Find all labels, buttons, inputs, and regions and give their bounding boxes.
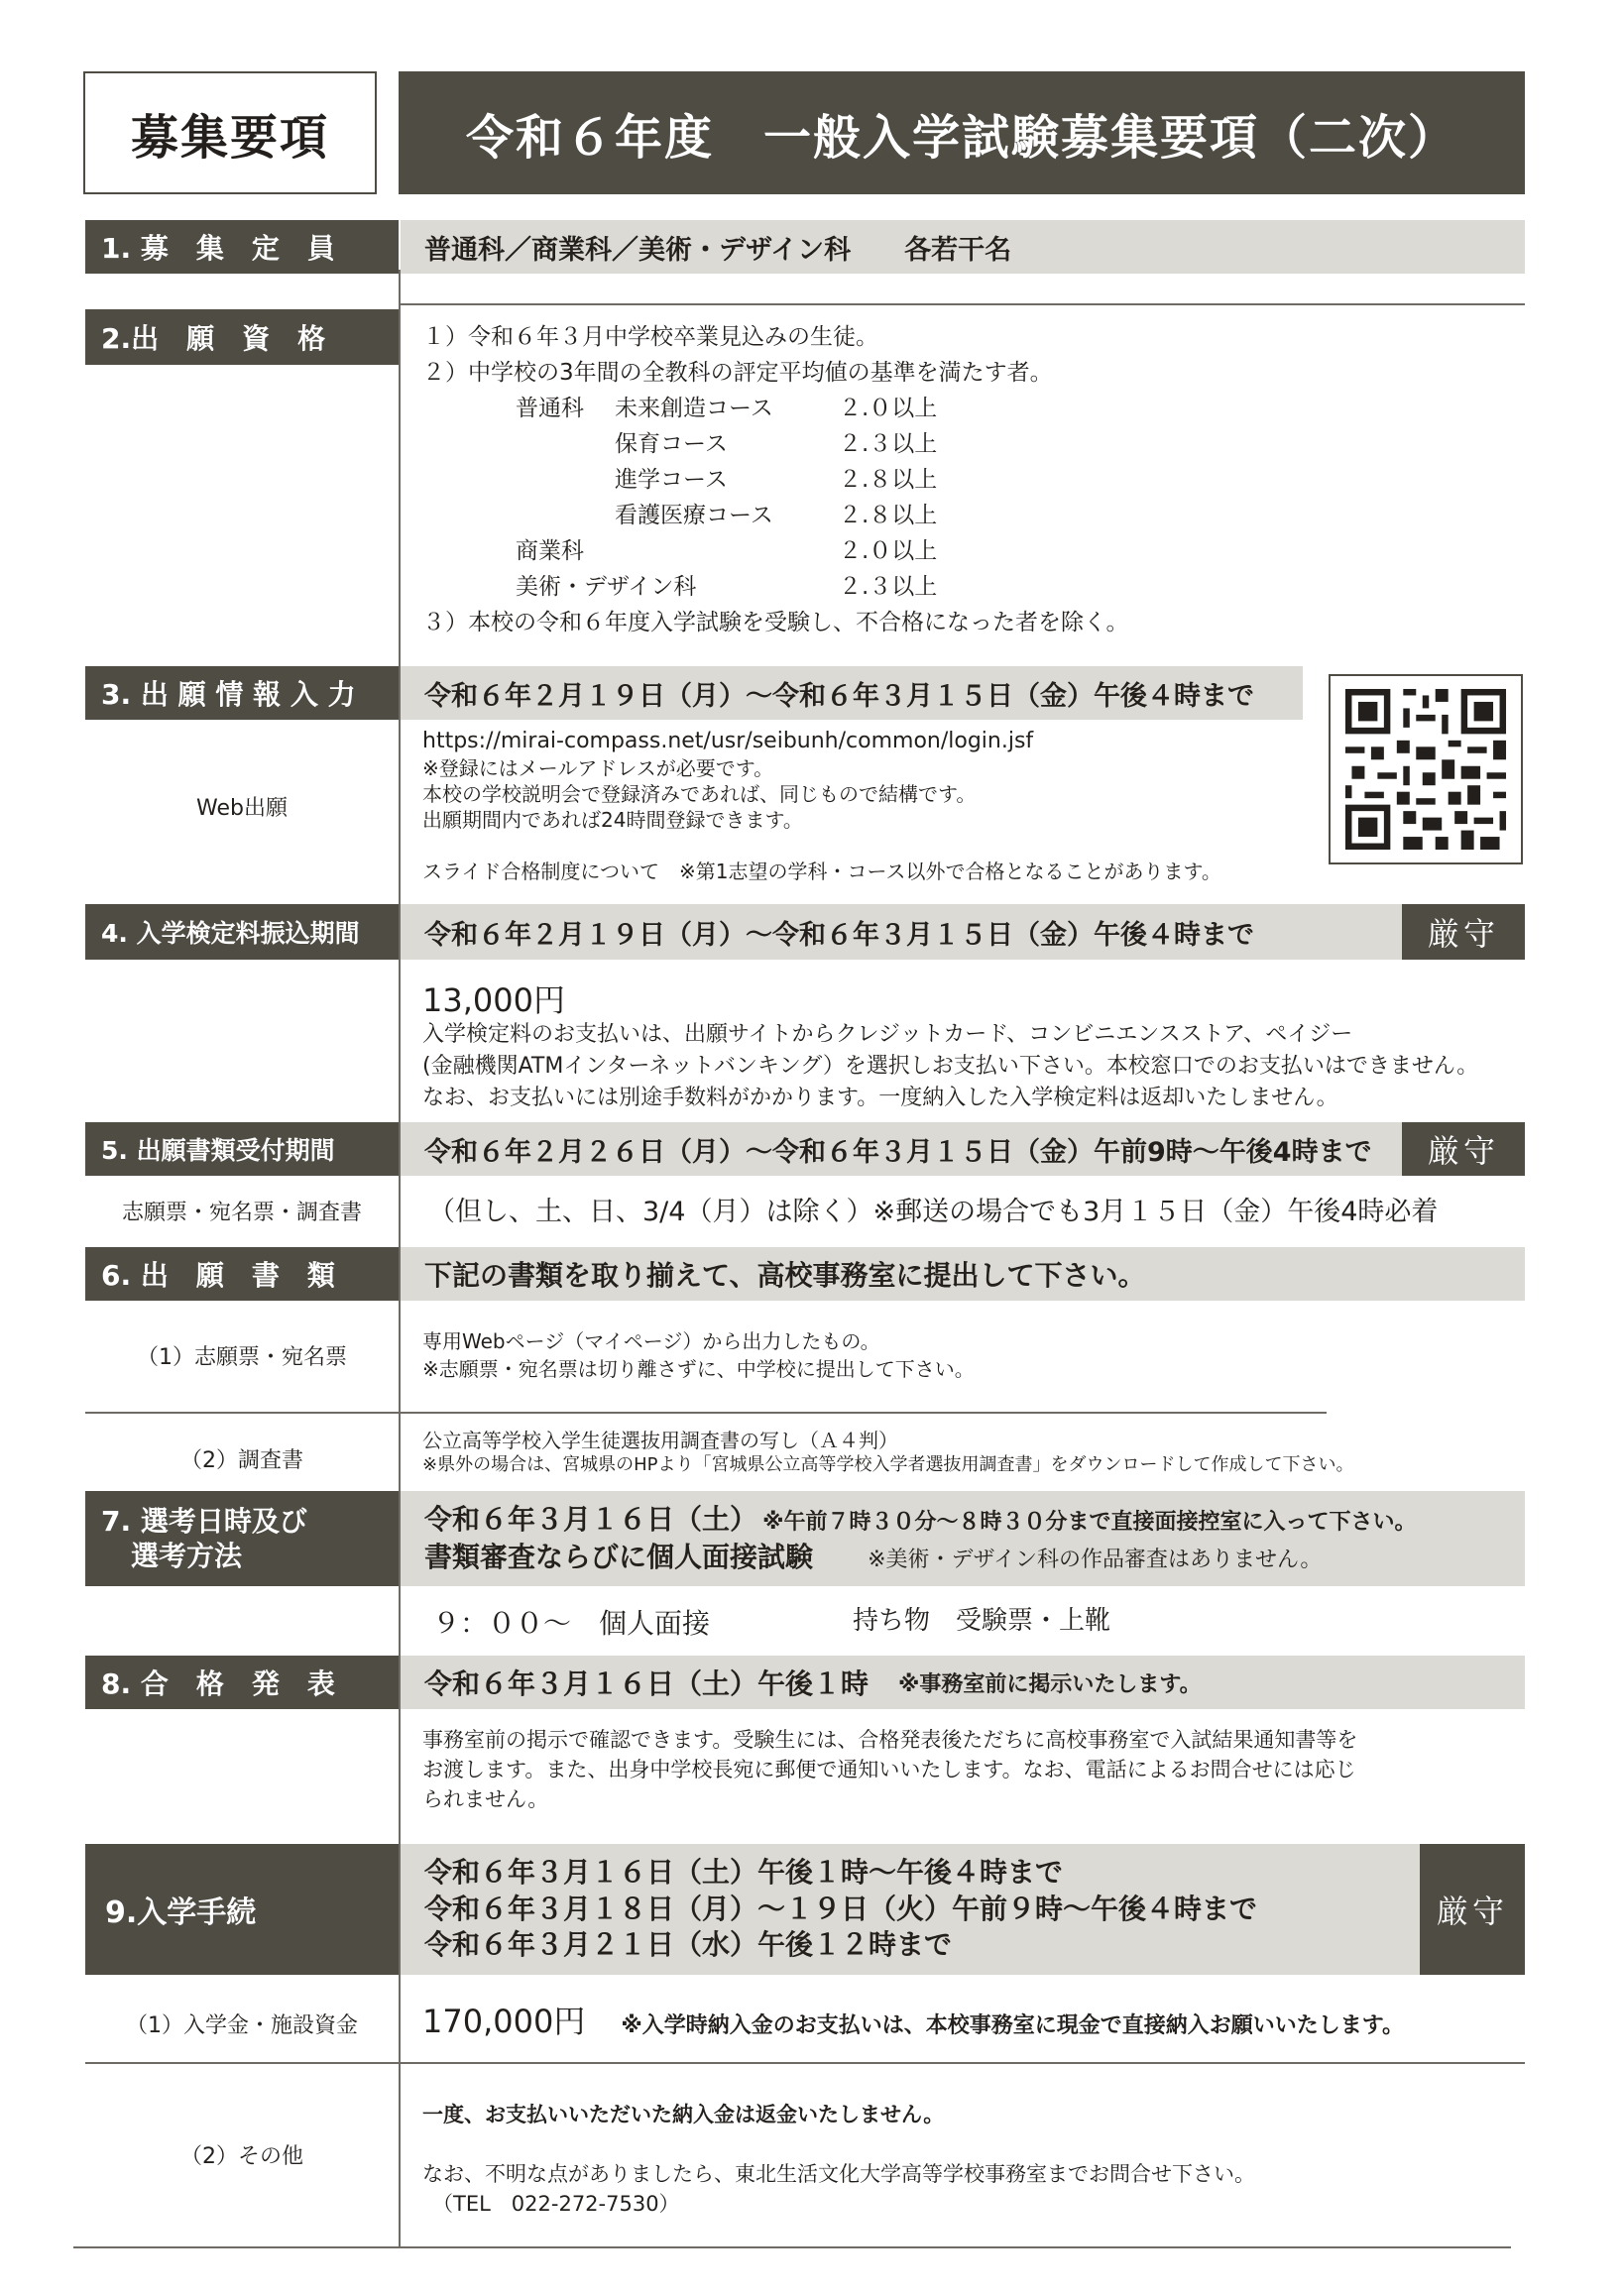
s8-band-main: 令和６年３月１６日（土）午後１時 xyxy=(424,1667,870,1700)
s9-band-line: 令和６年３月１６日（土）午後１時～午後４時まで xyxy=(424,1856,1064,1890)
s4-line: (金融機関ATMインターネットバンキング）を選択しお支払い下さい。本校窓口でのお支払いはできません。 xyxy=(422,1054,1479,1079)
s2-course: 保育コース xyxy=(615,431,728,457)
section-4-label: 4. 入学検定料振込期間 xyxy=(85,904,399,960)
s7-band2-note: ※美術・デザイン科の作品審査はありません。 xyxy=(868,1548,1323,1572)
page-title: 令和６年度 一般入学試験募集要項（二次） xyxy=(399,71,1525,194)
s2-line2: ２）中学校の3年間の全教科の評定平均値の基準を満たす者。 xyxy=(422,360,1053,386)
s3-note: スライド合格制度について ※第1志望の学科・コース以外で合格となることがあります。 xyxy=(422,860,1221,883)
section-5-label: 5. 出願書類受付期間 xyxy=(85,1122,399,1176)
s8-line: 事務室前の掲示で確認できます。受験生には、合格発表後ただちに高校事務室で入試結果通知書等を xyxy=(422,1728,1358,1752)
section-1-band: 普通科／商業科／美術・デザイン科 各若干名 xyxy=(401,220,1525,274)
section-badge-box: 募集要項 xyxy=(83,71,377,194)
s5-note: （但し、土、日、3/4（月）は除く）※郵送の場合でも3月１５日（金）午後4時必着 xyxy=(428,1197,1439,1227)
s9-tel: （TEL 022-272-7530） xyxy=(432,2192,680,2216)
s7-band1-main: 令和６年３月１６日（土） xyxy=(424,1503,758,1537)
section-8-band xyxy=(401,1656,1525,1709)
qr-code-icon xyxy=(1331,676,1521,862)
s3-sub-label: Web出願 xyxy=(196,796,288,821)
strict-badge: 厳守 xyxy=(1402,1122,1525,1176)
s3-note: 出願期間内であれば24時間登録できます。 xyxy=(422,808,803,832)
s4-line: 入学検定料のお支払いは、出願サイトからクレジットカード、コンビニエンスストア、ペイジー xyxy=(422,1022,1353,1047)
s2-dept: 美術・デザイン科 xyxy=(516,574,697,600)
section-7-label-line1: 7. 選考日時及び xyxy=(101,1505,307,1538)
s9-item2-label: （2）その他 xyxy=(180,2144,303,2169)
section-1-label: 1. 募 集 定 員 xyxy=(85,220,399,274)
section-5-band: 令和６年２月２６日（月）～令和６年３月１５日（金）午前9時～午後4時まで xyxy=(401,1122,1402,1176)
s9-band-line: 令和６年３月２１日（水）午後１２時まで xyxy=(424,1928,953,1962)
s2-value: ２.３以上 xyxy=(839,431,938,457)
section-7-band xyxy=(401,1491,1525,1586)
s3-note: ※登録にはメールアドレスが必要です。 xyxy=(422,756,774,780)
s5-sub-label: 志願票・宛名票・調査書 xyxy=(121,1201,362,1225)
strict-badge: 厳守 xyxy=(1402,904,1525,960)
s3-url[interactable]: https://mirai-compass.net/usr/seibunh/common/login.jsf xyxy=(422,729,1034,753)
s3-note: 本校の学校説明会で登録済みであれば、同じもので結構です。 xyxy=(422,782,977,806)
section-7-label-line2: 選考方法 xyxy=(131,1540,243,1572)
s6-item1-label: （1）志願票・宛名票 xyxy=(137,1345,347,1370)
section-2-label: 2.出 願 資 格 xyxy=(85,309,399,365)
s4-fee: 13,000円 xyxy=(422,981,565,1019)
section-3-band: 令和６年２月１９日（月）～令和６年３月１５日（金）午後４時まで xyxy=(401,666,1303,720)
s7-band2-main: 書類審査ならびに個人面接試験 xyxy=(424,1541,814,1573)
section-9-band xyxy=(401,1844,1420,1975)
s7-band1-note: ※午前７時３０分～８時３０分まで直接面接控室に入って下さい。 xyxy=(762,1510,1417,1536)
s2-value: ２.８以上 xyxy=(839,467,938,493)
s7-items: 持ち物 受験票・上靴 xyxy=(853,1606,1111,1636)
s2-line3: ３）本校の令和６年度入学試験を受験し、不合格になった者を除く。 xyxy=(422,610,1129,635)
divider xyxy=(85,1412,399,1414)
s7-time: ９：００～ 個人面接 xyxy=(432,1607,711,1640)
s2-value: ２.０以上 xyxy=(839,538,938,564)
s9-other: なお、不明な点がありましたら、東北生活文化大学高等学校事務室までお問合せ下さい。 xyxy=(422,2162,1255,2186)
qr-code xyxy=(1329,674,1523,864)
s2-value: ２.８以上 xyxy=(839,503,938,528)
s4-line: なお、お支払いには別途手数料がかかります。一度納入した入学検定料は返却いたしません。 xyxy=(422,1086,1338,1110)
divider xyxy=(85,2062,1525,2064)
strict-badge: 厳守 xyxy=(1420,1844,1525,1975)
s9-band-line: 令和６年３月１８日（月）～１９日（火）午前９時～午後４時まで xyxy=(424,1892,1258,1925)
s6-item2-line: ※県外の場合は、宮城県のHPより「宮城県公立高等学校入学者選抜用調査書」をダウンロードして作成して下さい。 xyxy=(422,1454,1354,1475)
section-3-label: 3. 出 願 情 報 入 力 xyxy=(85,666,399,720)
s2-value: ２.３以上 xyxy=(839,574,938,600)
s6-item1-line: ※志願票・宛名票は切り離さずに、中学校に提出して下さい。 xyxy=(422,1357,975,1381)
section-6-label: 6. 出 願 書 類 xyxy=(85,1247,399,1301)
s9-other: 一度、お支払いいただいた納入金は返金いたしません。 xyxy=(422,2103,945,2126)
section-8-label: 8. 合 格 発 表 xyxy=(85,1656,399,1709)
s8-line: られません。 xyxy=(422,1787,549,1811)
s2-dept: 商業科 xyxy=(516,538,584,564)
s9-item1-label: （1）入学金・施設資金 xyxy=(126,2013,358,2038)
s8-line: お渡します。また、出身中学校長宛に郵便で通知いいたします。なお、電話によるお問合せには応じ xyxy=(422,1758,1356,1781)
s6-item1-line: 専用Webページ（マイページ）から出力したもの。 xyxy=(422,1329,880,1353)
s9-fee: 170,000円 xyxy=(422,2003,586,2040)
s2-course: 看護医療コース xyxy=(615,503,773,528)
s2-value: ２.０以上 xyxy=(839,396,938,421)
divider xyxy=(401,303,1525,305)
s2-line1: １）令和６年３月中学校卒業見込みの生徒。 xyxy=(422,324,878,350)
s9-fee-note: ※入学時納入金のお支払いは、本校事務室に現金で直接納入お願いいたします。 xyxy=(621,2013,1404,2038)
section-6-band: 下記の書類を取り揃えて、高校事務室に提出して下さい。 xyxy=(401,1247,1525,1301)
s6-item2-label: （2）調査書 xyxy=(180,1448,303,1473)
s2-course: 未来創造コース xyxy=(615,396,773,421)
section-4-band: 令和６年２月１９日（月）～令和６年３月１５日（金）午後４時まで xyxy=(401,904,1402,960)
divider xyxy=(73,2246,1511,2248)
section-9-label: 9.入学手続 xyxy=(85,1844,399,1975)
s2-dept: 普通科 xyxy=(516,396,584,421)
s8-band-note: ※事務室前に掲示いたします。 xyxy=(898,1671,1202,1697)
s2-course: 進学コース xyxy=(615,467,728,493)
s6-item2-line: 公立高等学校入学生徒選抜用調査書の写し（Ａ４判） xyxy=(422,1429,898,1452)
s9-fee-row xyxy=(422,1997,1404,2042)
section-7-label xyxy=(85,1491,399,1586)
divider xyxy=(401,1412,1327,1414)
